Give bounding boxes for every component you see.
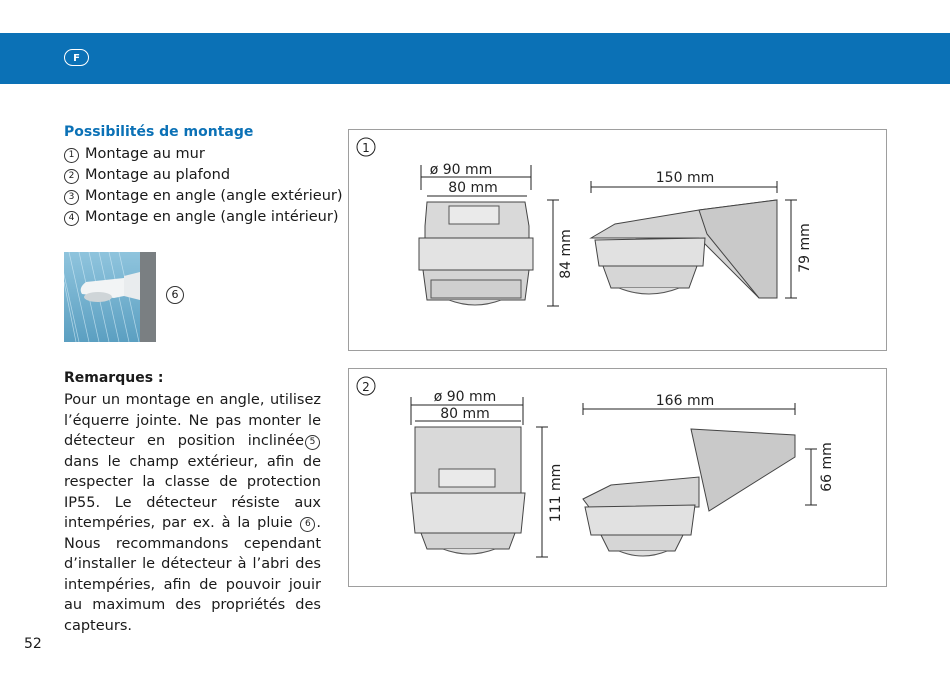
rain-photo — [64, 252, 156, 342]
remarks-text: dans le champ extérieur, afin de respecter la classe de protection IP55. Le détecteur résiste aux intempéries, par ex. à la pluie — [64, 453, 321, 531]
diagram-wall-mount-svg — [349, 130, 888, 352]
remarks-body — [64, 390, 321, 636]
mounting-options-list — [64, 144, 343, 228]
option-number: 1 — [64, 148, 79, 163]
remarks-text: . Nous recommandons cependant d’installer le détecteur à l’abri des intempéries, afin de pouvoir jouir au maximum des propriétés des capteurs. — [64, 515, 321, 634]
option-number: 2 — [64, 169, 79, 184]
option-label: Montage en angle (angle extérieur) — [85, 188, 343, 204]
remarks-text: Pour un montage en angle, utilisez l’équerre jointe. Ne pas monter le détecteur en position inclinée — [64, 392, 321, 449]
option-label: Montage au mur — [85, 146, 205, 162]
detector-side-view — [591, 200, 777, 298]
language-badge: F — [64, 49, 89, 66]
detector-front-view — [419, 202, 533, 305]
mounting-option — [64, 144, 343, 165]
mounting-option — [64, 207, 343, 228]
dim-side-height: 79 mm — [797, 223, 813, 273]
dim-height: 111 mm — [548, 463, 564, 523]
remarks-ref: 6 — [300, 517, 315, 532]
dim-width: 80 mm — [448, 180, 498, 196]
photo-ref — [166, 286, 184, 304]
diagram-ref: 1 — [362, 141, 370, 155]
page-number: 52 — [24, 636, 42, 652]
option-number: 4 — [64, 211, 79, 226]
remarks-ref: 5 — [305, 435, 320, 450]
dim-width: 80 mm — [440, 406, 490, 422]
mounting-option — [64, 165, 343, 186]
dim-diameter: ø 90 mm — [433, 389, 497, 405]
option-label: Montage au plafond — [85, 167, 231, 183]
dim-height: 84 mm — [558, 229, 574, 279]
diagram-wall-mount — [348, 129, 887, 351]
mounting-option — [64, 186, 343, 207]
dim-diameter: ø 90 mm — [429, 162, 493, 178]
dim-depth: 150 mm — [655, 170, 715, 186]
header-bar — [0, 33, 950, 84]
diagram-ceiling-mount — [348, 368, 887, 587]
diagram-ref: 2 — [362, 380, 370, 394]
remarks-title: Remarques : — [64, 370, 164, 386]
option-number: 3 — [64, 190, 79, 205]
detector-front-view — [411, 427, 525, 554]
dim-side-height: 66 mm — [819, 442, 835, 492]
dim-depth: 166 mm — [655, 393, 715, 409]
photo-ref-number: 6 — [166, 286, 184, 304]
mounting-title: Possibilités de montage — [64, 124, 254, 140]
option-label: Montage en angle (angle intérieur) — [85, 209, 339, 225]
diagram-ceiling-mount-svg — [349, 369, 888, 588]
detector-side-view — [583, 429, 795, 556]
